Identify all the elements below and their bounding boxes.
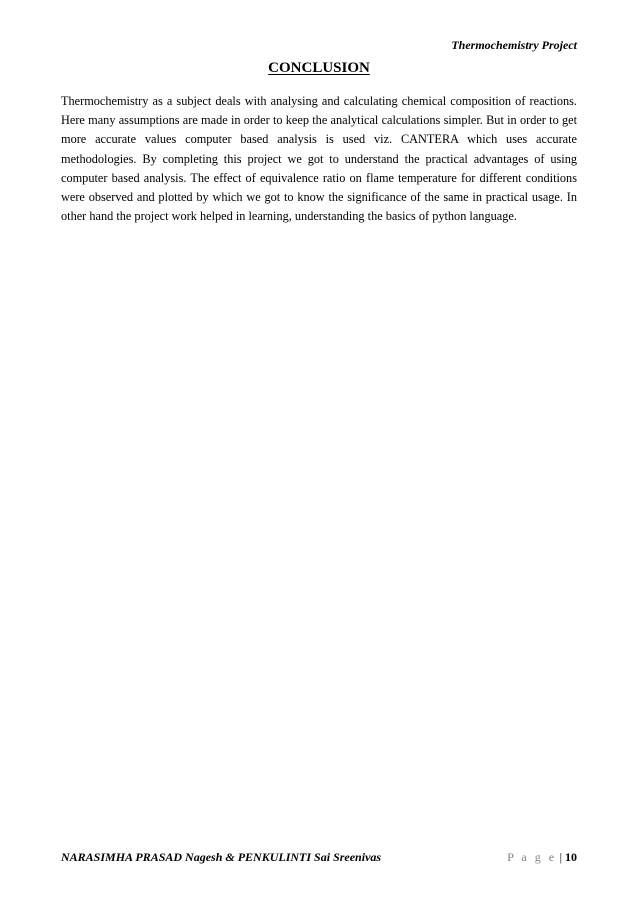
page-label: P a g e [507,850,557,864]
page-separator: | [559,850,562,864]
section-heading: CONCLUSION [268,60,370,76]
page-number: 10 [565,850,577,864]
conclusion-paragraph: Thermochemistry as a subject deals with analysing and calculating chemical composition of reactions. Here many assumptions are made in order to keep the analytical calculations simpler. But in order to get more accurate values computer based analysis is used viz. CANTERA which uses accurate methodologies. By completing this project we got to understand the practical advantages of using computer based analysis. The effect of equivalence ratio on flame temperature for different conditions were observed and plotted by which we got to know the significance of the same in practical usage. In other hand the project work helped in learning, understanding the basics of python language. [61,94,577,224]
footer-authors: NARASIMHA PRASAD Nagesh & PENKULINTI Sai Sreenivas [61,850,382,864]
footer-page-indicator [507,850,577,865]
running-header-title: Thermochemistry Project [451,38,577,52]
page-footer [61,850,577,868]
section-heading-container [0,60,638,77]
